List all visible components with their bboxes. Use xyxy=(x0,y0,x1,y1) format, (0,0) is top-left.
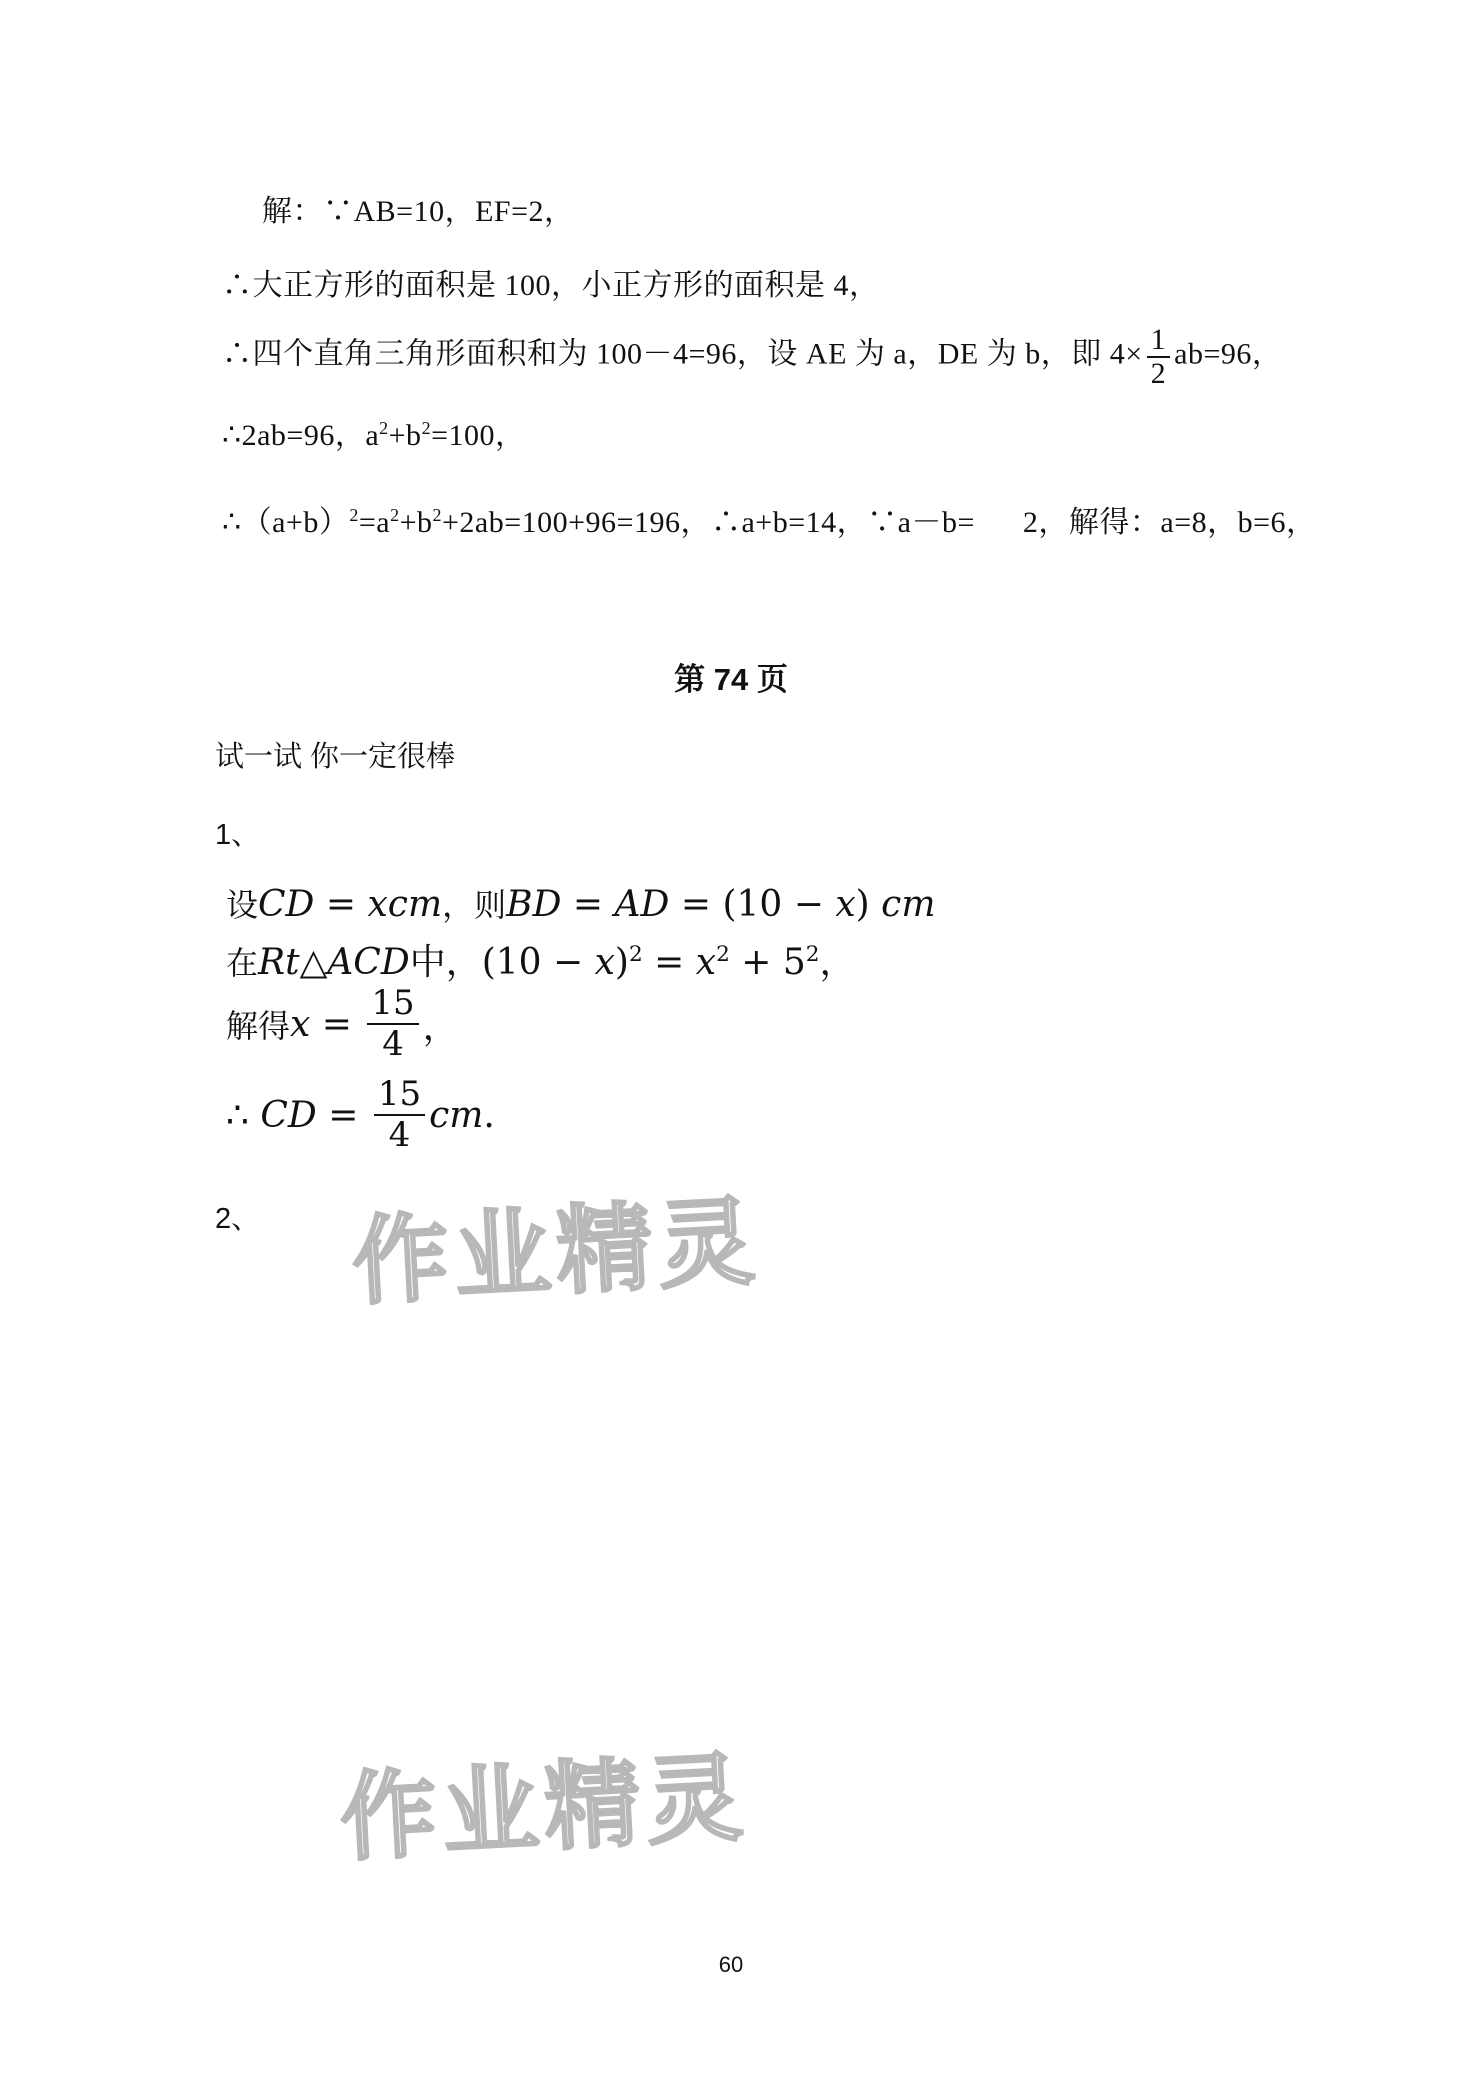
watermark-bottom: 作业精灵 xyxy=(337,1741,752,1875)
fraction-15-over-4-cm: $\frac{15}{4}$ xyxy=(374,1075,425,1155)
question-1-label: 1、 xyxy=(215,819,261,851)
section-title: 试一试 你一定很棒 xyxy=(215,741,456,773)
q1-line-1: 设CD = xcm，则BD = AD = (10 − x) cm xyxy=(226,884,936,925)
question-2-label: 2、 xyxy=(215,1203,261,1235)
q1-line-4: ∴ CD = $\frac{15}{4}$ cm . xyxy=(226,1074,495,1156)
solution-line-4: ∴2ab=96，$a^2+b^2=100$， xyxy=(222,418,526,452)
fraction-one-half: $\frac{1}{2}$ xyxy=(1147,324,1171,389)
watermark-top: 作业精灵 xyxy=(349,1185,764,1319)
q1-line-3: 解得 x = $\frac{15}{4}$ ， xyxy=(226,983,459,1065)
solution-line-3: ∴四个直角三角形面积和为 100－4=96，设 AE 为 a，DE 为 b，即 4× $\frac{1}{2}$ ab=96， xyxy=(222,323,1283,390)
page-number: 60 xyxy=(718,1952,744,1977)
page-heading: 第 74 页 xyxy=(674,662,788,697)
solution-line-2: ∴大正方形的面积是 100，小正方形的面积是 4， xyxy=(222,269,880,302)
solution-line-5: $\therefore(a+b)^2=a^2+b^2+2ab=100+96=196$，∴a+b=14，∵a－b= 2，解得：a=8，b=6， xyxy=(222,505,1317,539)
solution-line-1: 解：∵AB=10，EF=2， xyxy=(262,195,575,228)
q1-line-2: 在Rt△ACD中，$(10 - x)^2 = x^2 + 5^2$， xyxy=(226,942,856,983)
fraction-15-over-4: $\frac{15}{4}$ xyxy=(367,984,418,1064)
